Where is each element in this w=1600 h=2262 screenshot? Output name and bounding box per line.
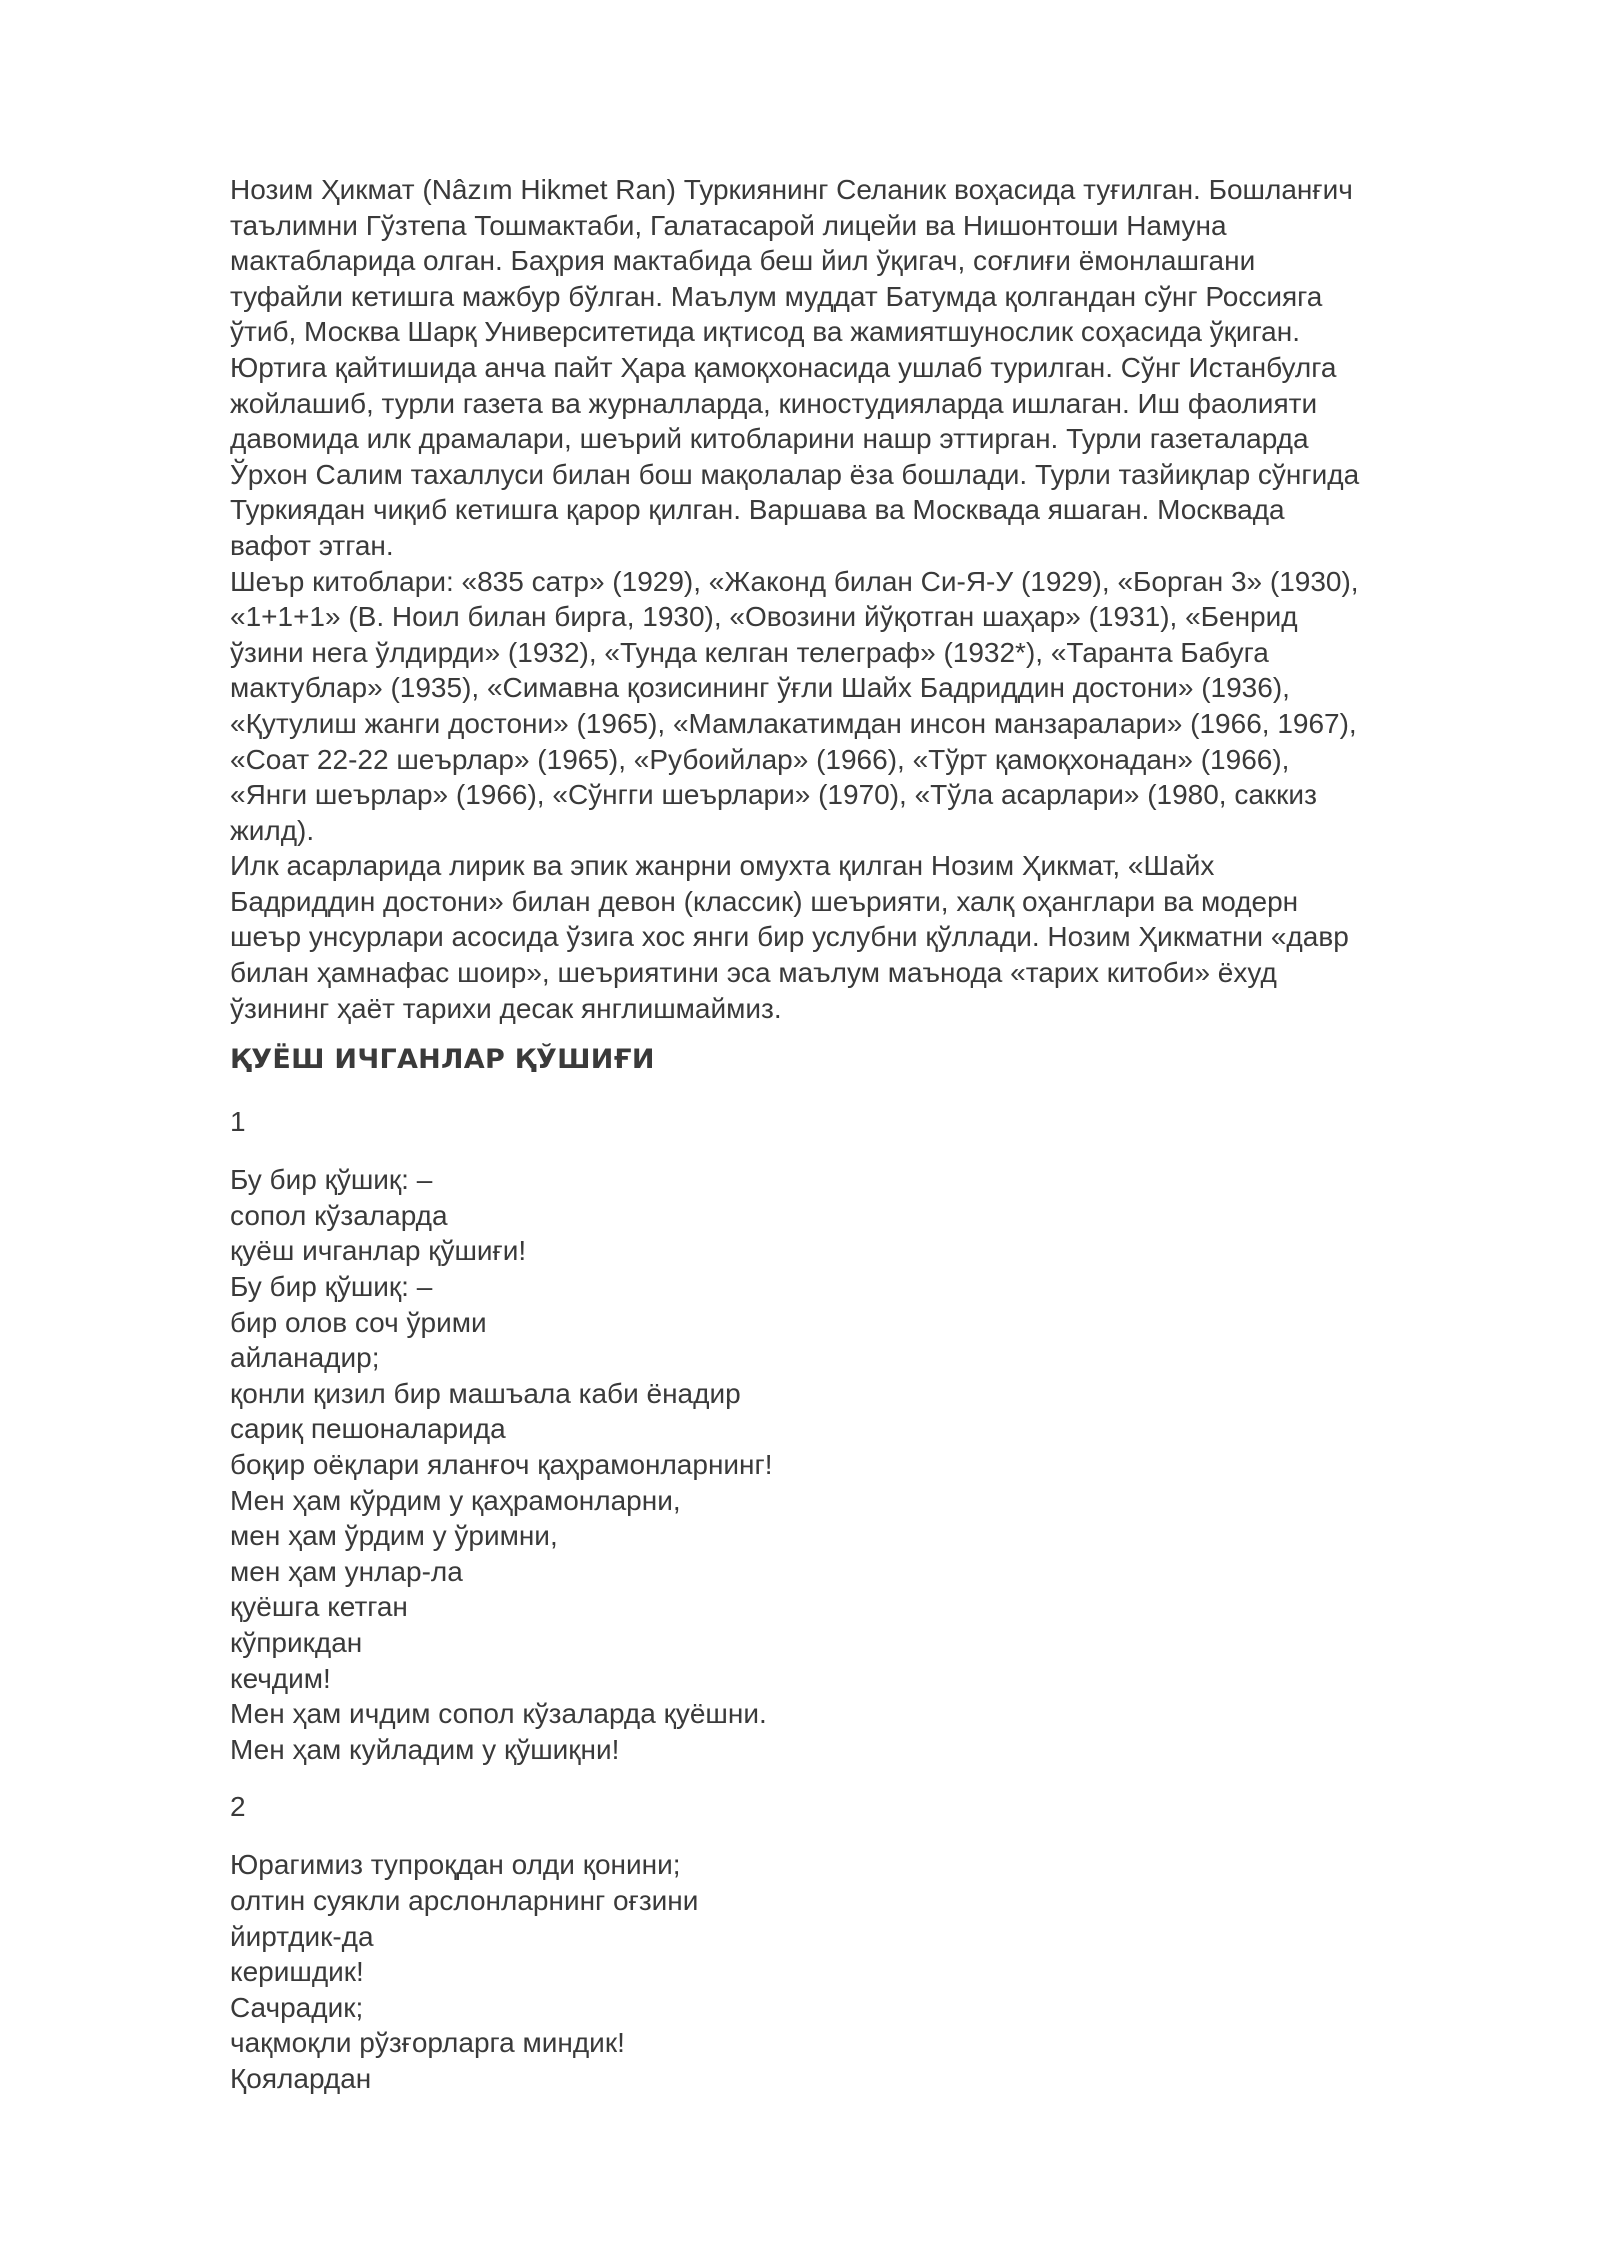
poem-line: Мен ҳам ичдим сопол кўзаларда қуёшни.: [230, 1698, 767, 1730]
poem-line: бир олов соч ўрими: [230, 1306, 487, 1338]
text-line: жилд).: [230, 814, 315, 846]
poem-line: Бу бир қўшиқ: –: [230, 1271, 433, 1303]
text-line: жойлашиб, турли газета ва журналларда, киностудияларда ишлаган. Иш фаолияти: [230, 387, 1318, 419]
poem-line: Қоялардан: [230, 2062, 372, 2094]
poem-line: йиртдик-да: [230, 1920, 374, 1952]
poem-line: қуёш ичганлар қўшиғи!: [230, 1235, 527, 1267]
poem-section-1: [230, 1162, 1530, 1767]
poem-line: Мен ҳам куйладим у қўшиқни!: [230, 1733, 620, 1765]
text-line: «1+1+1» (В. Ноил билан бирга, 1930), «Овозини йўқотган шаҳар» (1931), «Бенрид: [230, 601, 1298, 633]
text-line: ўзининг ҳаёт тарихи десак янглишмаймиз.: [230, 992, 782, 1024]
text-line: ўзини нега ўлдирди» (1932), «Тунда келган телеграф» (1932*), «Таранта Бабуга: [230, 636, 1269, 668]
poem-line: Бу бир қўшиқ: –: [230, 1164, 433, 1196]
poem-line: керишдик!: [230, 1956, 364, 1988]
poem-line: кўприкдан: [230, 1626, 363, 1658]
text-line: туфайли кетишга мажбур бўлган. Маълум муддат Батумда қолгандан сўнг Россияга: [230, 280, 1323, 312]
text-line: Илк асарларида лирик ва эпик жанрни омухта қилган Нозим Ҳикмат, «Шайх: [230, 850, 1215, 882]
text-line: «Қутулиш жанги достони» (1965), «Мамлакатимдан инсон манзаралари» (1966, 1967),: [230, 707, 1357, 739]
text-line: Ўрхон Салим тахаллуси билан бош мақолалар ёза бошлади. Турли тазйиқлар сўнгида: [230, 458, 1360, 490]
text-line: давомида илк драмалари, шеърий китобларини нашр эттирган. Турли газеталарда: [230, 423, 1309, 455]
text-line: «Янги шеърлар» (1966), «Сўнгги шеърлари» (1970), «Тўла асарлари» (1980, саккиз: [230, 779, 1317, 811]
poem-line: айланадир;: [230, 1342, 380, 1374]
poem-line: сопол кўзаларда: [230, 1199, 448, 1231]
text-line: Туркиядан чиқиб кетишга қарор қилган. Варшава ва Москвада яшаган. Москвада: [230, 494, 1285, 526]
poem-line: сариқ пешоналарида: [230, 1413, 506, 1445]
text-line: шеър унсурлари асосида ўзига хос янги бир услубни қўллади. Нозим Ҳикматни «давр: [230, 921, 1349, 953]
text-line: вафот этган.: [230, 529, 394, 561]
text-line: Нозим Ҳикмат (Nâzım Hikmet Ran) Туркиянинг Селаник воҳасида туғилган. Бошланғич: [230, 174, 1353, 205]
text-line: Шеър китоблари: «835 сатр» (1929), «Жаконд билан Си-Я-У (1929), «Борган 3» (1930),: [230, 565, 1359, 597]
poem-line: Юрагимиз тупроқдан олди қонини;: [230, 1849, 681, 1881]
text-line: Юртига қайтишида анча пайт Ҳара қамоқхонасида ушлаб турилган. Сўнг Истанбулга: [230, 351, 1337, 383]
section-number-2: 2: [230, 1791, 246, 1823]
poem-line: боқир оёқлари яланғоч қаҳрамонларнинг!: [230, 1449, 773, 1480]
poem-line: чақмоқли рўзғорларга миндик!: [230, 2027, 625, 2059]
text-line: ўтиб, Москва Шарқ Университетида иқтисод ва жамиятшунослик соҳасида ўқиган.: [230, 316, 1300, 348]
poem-line: кечдим!: [230, 1662, 331, 1694]
poem-line: Мен ҳам кўрдим у қаҳрамонларни,: [230, 1484, 681, 1516]
style-paragraph: [230, 848, 1530, 1026]
document-page: [230, 172, 1530, 2097]
text-line: «Соат 22-22 шеърлар» (1965), «Рубоийлар» (1966), «Тўрт қамоқхонадан» (1966),: [230, 743, 1290, 775]
poem-line: мен ҳам унлар-ла: [230, 1555, 463, 1587]
poem-line: мен ҳам ўрдим у ўримни,: [230, 1520, 558, 1552]
section-number-1: 1: [230, 1106, 246, 1138]
poem-line: қуёшга кетган: [230, 1591, 408, 1623]
text-line: Бадриддин достони» билан девон (классик) шеърияти, халқ оҳанглари ва модерн: [230, 885, 1299, 917]
biography-paragraph: [230, 172, 1530, 564]
text-line: мактабларида олган. Баҳрия мактабида беш йил ўқигач, соғлиғи ёмонлашгани: [230, 245, 1256, 277]
poem-title: ҚУЁШ ИЧГАНЛАР ҚЎШИҒИ: [230, 1044, 655, 1076]
text-line: мактублар» (1935), «Симавна қозисининг ўғли Шайх Бадриддин достони» (1936),: [230, 672, 1290, 704]
poem-line: олтин суякли арслонларнинг оғзини: [230, 1884, 699, 1916]
text-line: билан ҳамнафас шоир», шеъриятини эса маълум маънода «тарих китоби» ёхуд: [230, 957, 1277, 989]
text-line: таълимни Гўзтепа Тошмактаби, Галатасарой лицейи ва Нишонтоши Намуна: [230, 209, 1227, 241]
poem-line: қонли қизил бир машъала каби ёнадир: [230, 1377, 741, 1409]
poem-line: Сачрадик;: [230, 1991, 364, 2023]
books-paragraph: [230, 564, 1530, 849]
poem-section-2: [230, 1847, 1530, 2096]
